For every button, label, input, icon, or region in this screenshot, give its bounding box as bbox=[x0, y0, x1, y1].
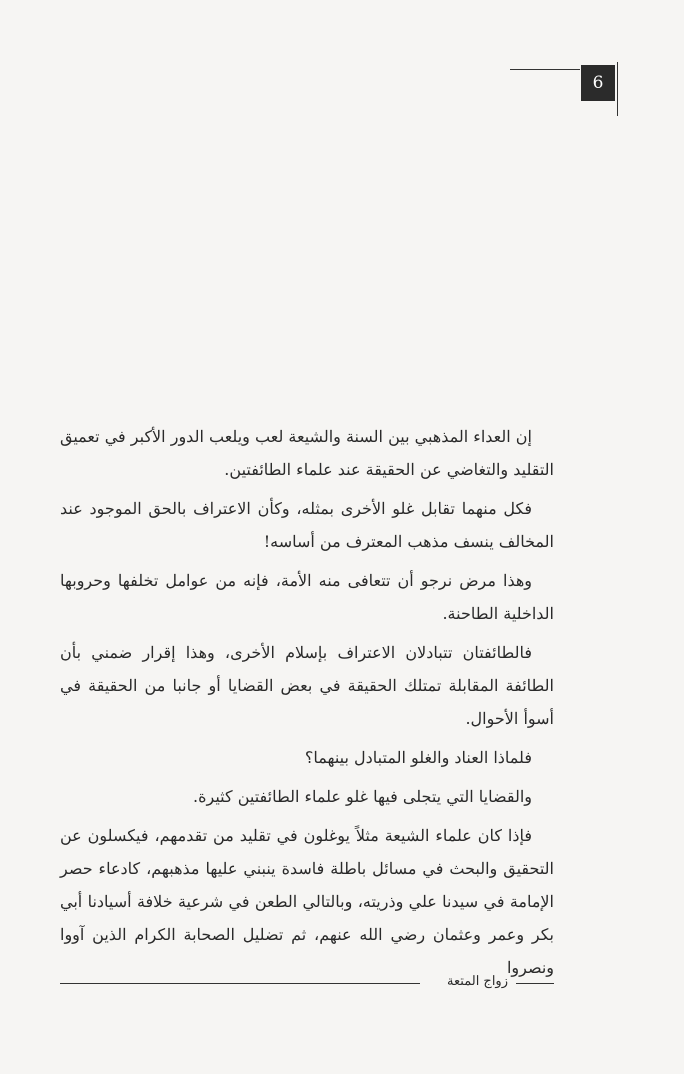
paragraph-2: فكل منهما تقابل غلو الأخرى بمثله، وكأن الاعتراف بالحق الموجود عند المخالف ينسف مذهب المعترف من أساسه! bbox=[60, 499, 554, 551]
paragraph-4: فالطائفتان تتبادلان الاعتراف بإسلام الأخرى، وهذا إقرار ضمني بأن الطائفة المقابلة تمتلك الحقيقة في بعض القضايا أو جانبا من الحقيقة في أسوأ الأحوال. bbox=[60, 643, 554, 728]
paragraph-7: فإذا كان علماء الشيعة مثلاً يوغلون في تقليد من تقدمهم، فيكسلون عن التحقيق والبحث في مسائل باطلة فاسدة ينبني عليها مذهبهم، كادعاء حصر الإمامة في سيدنا علي وذريته، وبالتالي الطعن في شرعية خلافة أسيادنا أبي بكر وعمر وعثمان رضي الله عنهم، ثم تضليل الصحابة الكرام الذين آووا ونصروا bbox=[60, 826, 554, 977]
paragraph-5: فلماذا العناد والغلو المتبادل بينهما؟ bbox=[304, 748, 532, 767]
footer-rule-short bbox=[516, 983, 554, 984]
footer-book-title: زواج المتعة bbox=[447, 974, 508, 989]
paragraph-6: والقضايا التي يتجلى فيها غلو علماء الطائفتين كثيرة. bbox=[193, 787, 532, 806]
body-text bbox=[60, 420, 554, 990]
page-number: 6 bbox=[581, 65, 615, 101]
paragraph-3: وهذا مرض نرجو أن تتعافى منه الأمة، فإنه من عوامل تخلفها وحروبها الداخلية الطاحنة. bbox=[60, 571, 554, 623]
header-rule bbox=[510, 69, 580, 70]
running-footer bbox=[60, 972, 554, 992]
paragraph-1: إن العداء المذهبي بين السنة والشيعة لعب ويلعب الدور الأكبر في تعميق التقليد والتغاضي عن الحقيقة عند علماء الطائفتين. bbox=[60, 427, 554, 479]
footer-rule-long bbox=[60, 983, 420, 984]
header-vertical-rule bbox=[617, 62, 618, 116]
